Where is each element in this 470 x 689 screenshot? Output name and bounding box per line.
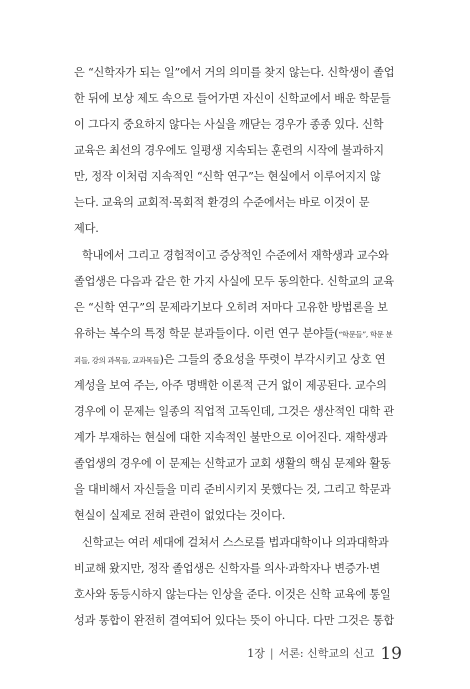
text-line: 제다. [74, 222, 99, 235]
text-line: 신학교는 여러 세대에 걸쳐서 스스로를 법과대학이나 의과대학과 [82, 536, 389, 549]
text-line: 은 “신학 연구”의 문제라기보다 오히려 저마다 고유한 방법론을 보 [74, 301, 388, 314]
chapter-title: 서론: 신학교의 신고 [278, 647, 375, 660]
text-line: 성과 통합이 완전히 결여되어 있다는 뜻이 아니다. 다만 그것은 통합 [74, 614, 394, 627]
text-line: 비교해 왔지만, 정작 졸업생은 신학자를 의사·과학자나 변증가·변 [74, 562, 380, 575]
text-line: 졸업생의 경우에 이 문제는 신학교가 교회 생활의 핵심 문제와 활동 [74, 457, 391, 470]
text-run: )은 그들의 중요성을 뚜렷이 부각시키고 상호 연 [159, 353, 386, 366]
text-line: 학내에서 그리고 경험적이고 증상적인 수준에서 재학생과 교수와 [82, 249, 389, 262]
text-line: 을 대비해서 자신들을 미리 준비시키지 못했다는 것, 그리고 학문과 [74, 483, 391, 496]
page-footer [0, 642, 470, 664]
inline-annotation: “학문들”, 학문 분 [338, 330, 393, 339]
text-line [74, 327, 393, 342]
text-line: 은 “신학자가 되는 일”에서 거의 의미를 찾지 않는다. 신학생이 졸업 [74, 66, 395, 79]
inline-annotation: 괴들, 강의 과목들, 교과목들 [74, 356, 160, 365]
text-line: 졸업생은 다음과 같은 한 가지 사실에 모두 동의한다. 신학교의 교육 [74, 275, 394, 288]
text-run: 유하는 복수의 특정 학문 분과들이다. 이런 연구 분야들( [74, 327, 339, 340]
text-line [74, 353, 385, 368]
chapter-label: 1장 [247, 647, 265, 660]
text-line: 이 그다지 중요하지 않다는 사실을 깨닫는 경우가 종종 있다. 신학 [74, 118, 384, 131]
running-footer [247, 642, 402, 662]
text-line: 만, 정작 이처럼 지속적인 “신학 연구”는 현실에서 이루어지지 않 [74, 170, 381, 183]
text-line: 한 뒤에 보상 제도 속으로 들어가면 자신이 신학교에서 배운 학문들 [74, 92, 391, 105]
text-line: 호사와 동등시하지 않는다는 인상을 준다. 이것은 신학 교육에 통일 [74, 588, 391, 601]
text-line: 계가 부재하는 현실에 대한 지속적인 불만으로 이어진다. 재학생과 [74, 431, 388, 444]
text-line: 교육은 최선의 경우에도 일평생 지속되는 훈련의 시작에 불과하지 [74, 144, 384, 157]
footer-separator: | [269, 647, 274, 660]
text-line: 는다. 교육의 교회적·목회적 환경의 수준에서는 바로 이것이 문 [74, 196, 370, 209]
page-number: 19 [380, 644, 402, 664]
text-line: 계성을 보여 주는, 아주 명백한 이론적 근거 없이 제공된다. 교수의 [74, 379, 387, 392]
text-line: 현실이 실제로 전혀 관련이 없었다는 것이다. [74, 509, 286, 522]
text-line: 경우에 이 문제는 일종의 직업적 고독인데, 그것은 생산적인 대학 관 [74, 405, 394, 418]
